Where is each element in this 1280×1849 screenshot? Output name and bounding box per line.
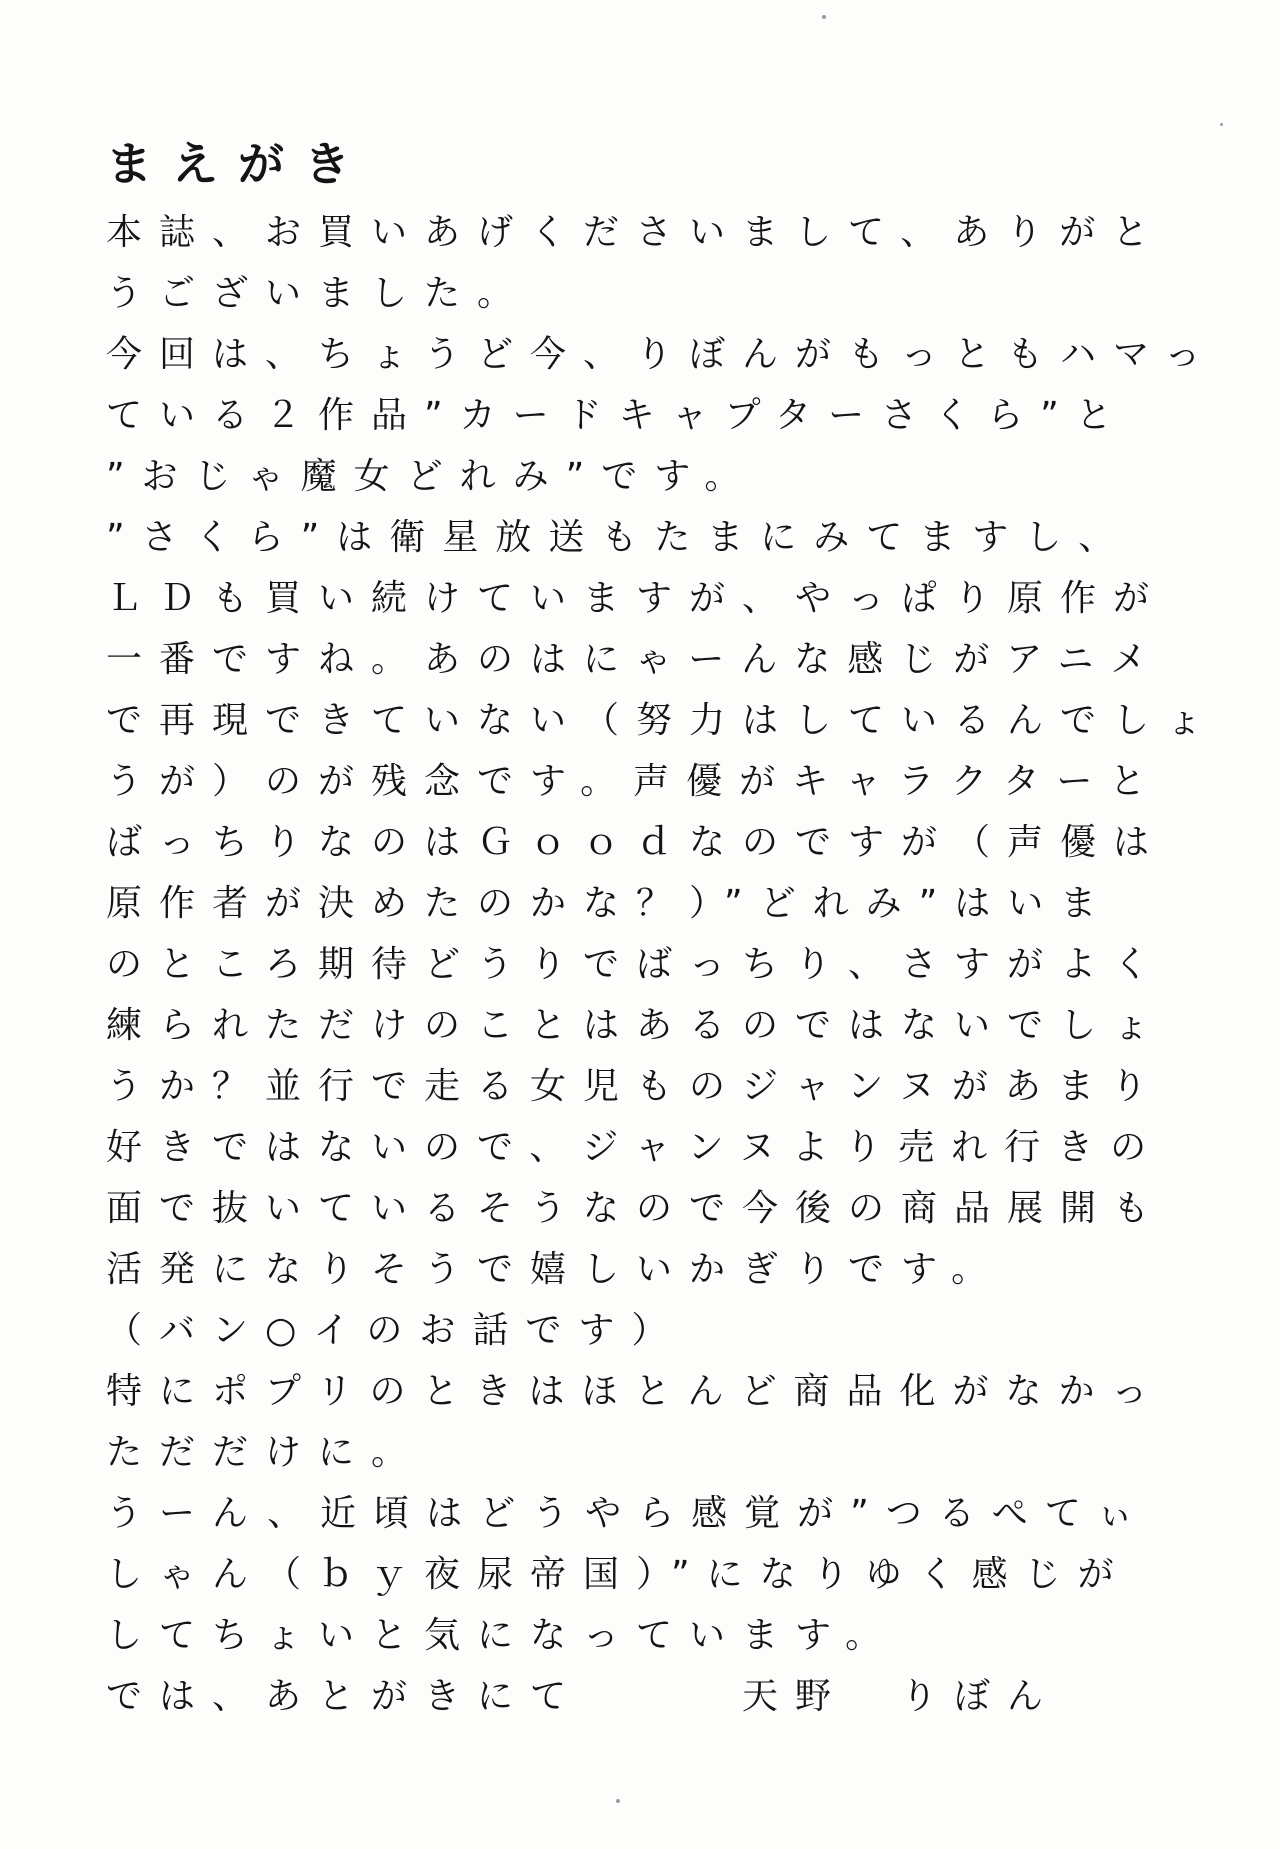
text-line: うか？並行で走る女児ものジャンヌがあまり [106,1066,1164,1107]
text-line: 今回は、ちょうど今、りぼんがもっともハマっ [106,334,1218,375]
text-line: 一番ですね。あのはにゃーんな感じがアニメ [106,639,1164,680]
text-line: 好きではないので、ジャンヌより売れ行きの [106,1127,1164,1168]
text-line: ＬＤも買い続けていますが、やっぱり原作が [106,578,1167,619]
text-line: 練られただけのことはあるのではないでしょ [106,1005,1167,1046]
body-text [106,202,1236,1727]
text-line: うーん、近頃はどうやら感覚が”つるぺてぃ [106,1493,1151,1534]
text-line: 原作者が決めたのかな？）”どれみ”はいま [106,883,1114,924]
text-line: うが）のが残念です。声優がキャラクターと [106,761,1163,802]
text-line: ばっちりなのはＧｏｏｄなのですが（声優は [106,822,1167,863]
text-line: しゃん（ｂｙ夜尿帝国）”になりゆく感じが [106,1554,1131,1595]
text-line: 活発になりそうで嬉しいかぎりです。 [106,1249,1005,1290]
text-line: ”おじゃ魔女どれみ”です。 [106,456,758,497]
page-title: まえがき [106,136,370,191]
text-line: うございました。 [106,273,531,314]
scan-speckle [822,15,826,19]
signature-line: では、あとがきにて 天野 りぼん [106,1676,1061,1717]
text-line: ただだけに。 [106,1432,425,1473]
text-line: してちょいと気になっています。 [106,1615,899,1656]
text-line: のところ期待どうりでばっちり、さすがよく [106,944,1167,985]
scan-speckle [616,1799,620,1803]
text-line: ”さくら”は衛星放送もたまにみてますし、 [106,517,1132,558]
text-line: 本誌、お買いあげくださいまして、ありがと [106,212,1166,253]
text-line: で再現できていない（努力はしているんでしょ [106,700,1220,741]
scan-speckle [1220,123,1223,126]
text-line: 特にポプリのときはほとんど商品化がなかっ [106,1371,1165,1412]
text-line: ている２作品”カードキャプターさくら”と [106,395,1129,436]
text-line: （バン○イのお話です） [106,1310,685,1351]
text-line: 面で抜いているそうなので今後の商品展開も [106,1188,1167,1229]
